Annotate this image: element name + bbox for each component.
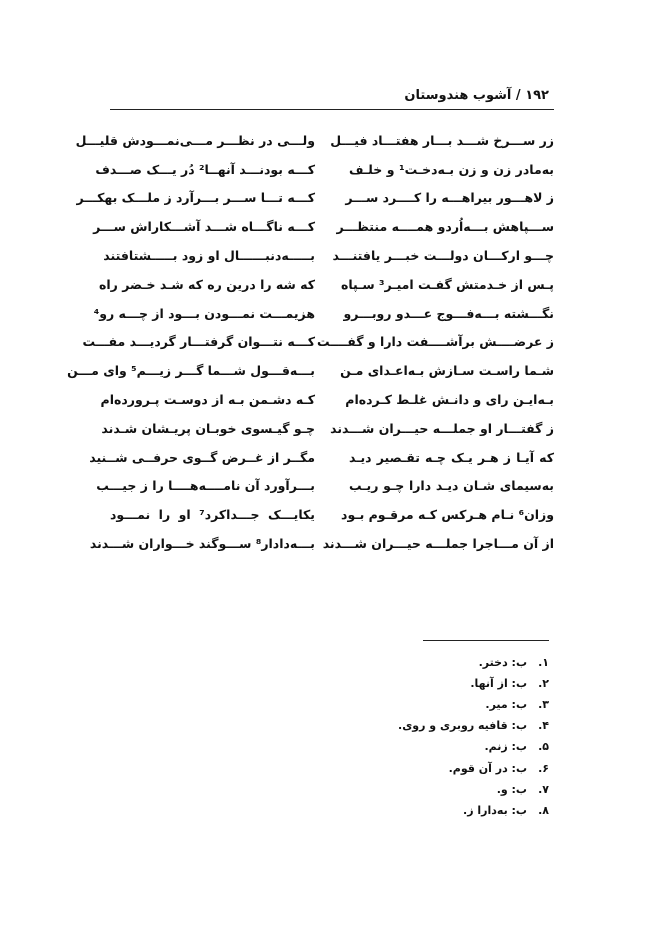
couplet — [67, 356, 554, 385]
footnote — [249, 800, 549, 821]
hemistich-right: ز لاهـــور بيراهـــه را کــــرد ســـر — [345, 190, 554, 206]
footnote-number: ۱. — [538, 656, 549, 670]
footnote-number: ۴. — [538, 719, 549, 733]
hemistich-right: وزان⁶ نـام هـرکس کـه مرقـوم بـود — [341, 507, 554, 523]
footnote — [249, 779, 549, 800]
hemistich-right: زر ســـرخ شـــد بـــار هفتـــاد فيـــل — [330, 132, 554, 148]
footnote — [249, 736, 549, 757]
couplet — [95, 155, 555, 184]
hemistich-right: نگـــشته بـــه‌فـــوج عـــدو روبـــرو — [343, 305, 554, 321]
hemistich-left: کـــه بودنـــد آنهــا² دُر يـــک صـــدف — [95, 161, 315, 177]
hemistich-left: بـــه‌قـــول شـــما گـــر زيـــم⁵ وای مـــن — [67, 363, 315, 379]
couplet — [98, 270, 554, 299]
hemistich-right: که آيـا ز هـر يـک چـه تقـصير ديـد — [349, 449, 554, 465]
hemistich-right: از آن مـــاجرا جملـــه حيـــران شـــدند — [322, 536, 554, 552]
running-header: ۱۹۲ / آشوب هندوستان — [404, 88, 549, 103]
poem-body — [67, 126, 555, 558]
couplet — [89, 529, 554, 558]
footnote — [249, 757, 549, 778]
hemistich-left: بـــرآورد آن نامــــه‌هــــا را ز جيـــب — [96, 478, 315, 494]
footnote-rule — [423, 640, 549, 641]
couplet — [93, 212, 554, 241]
footnote-number: ۳. — [538, 698, 549, 712]
couplet — [89, 443, 554, 472]
couplet — [101, 414, 554, 443]
hemistich-left: چـو گيـسوی خوبـان پريـشان شـدند — [101, 420, 315, 436]
footnote-number: ۶. — [538, 761, 549, 775]
hemistich-right: شـما راسـت سـازش بـه‌اعـدای مـن — [340, 363, 554, 379]
footnote-number: ۸. — [538, 803, 549, 817]
hemistich-left: که شه را درين ره که شـد خـضر راه — [98, 276, 315, 292]
couplet — [100, 385, 554, 414]
hemistich-left: کـه دشـمن بـه از دوسـت پـرورده‌ام — [100, 392, 315, 408]
footnote — [249, 715, 549, 736]
hemistich-left: مگــر از غــرض گــوی حرفــی شــنيد — [89, 449, 315, 465]
hemistich-left: کـــه نتـــوان گرفتـــار گرديـــد مفـــت — [82, 334, 315, 350]
couplet — [96, 472, 554, 501]
hemistich-left: ولـــی در نظـــر مـــی‌نمـــودش قليـــل — [75, 132, 315, 148]
footnote-number: ۷. — [538, 782, 549, 796]
footnote — [249, 694, 549, 715]
hemistich-left: کـــه ناگـــاه شـــد آشـــکاراش ســـر — [93, 219, 315, 235]
footnote-text: ب: زنم. — [484, 740, 527, 754]
footnote-text: ب: در آن قوم. — [448, 761, 527, 775]
footnotes-list — [249, 652, 549, 821]
hemistich-right: ز عرضــــش برآشــــفت دارا و گفــــت — [316, 334, 554, 350]
hemistich-left: کـــه تـــا ســـر بـــرآرد ز ملـــک بهکـــر — [76, 190, 315, 206]
hemistich-right: پـس از خـدمتش گفـت امیـر³ سـپاه — [340, 276, 554, 292]
footnote — [249, 673, 549, 694]
couplet — [110, 500, 554, 529]
footnote-text: ب: مير. — [485, 698, 527, 712]
couplet — [76, 184, 554, 213]
hemistich-left: هزيمـــت نمـــودن بـــود از چـــه رو⁴ — [93, 305, 315, 321]
hemistich-right: ســـپاهش بـــه‌اُردو همــــه منتظـــر — [336, 219, 554, 235]
couplet — [103, 241, 554, 270]
hemistich-right: چـــو ارکـــان دولـــت خبـــر يافتنـــد — [332, 248, 554, 264]
couplet — [82, 328, 554, 357]
footnote-text: ب: از آنها. — [470, 677, 527, 691]
hemistich-left: يکايـــک جـــداکرد⁷ او را نمـــود — [110, 507, 315, 523]
footnote — [249, 652, 549, 673]
couplet — [75, 126, 554, 155]
footnote-text: ب: و. — [496, 782, 527, 796]
footnote-text: ب: قافيه روبری و روی. — [398, 719, 527, 733]
footnote-number: ۵. — [538, 740, 549, 754]
footnote-text: ب: دختر. — [478, 656, 527, 670]
header-rule — [110, 109, 554, 110]
footnote-number: ۲. — [538, 677, 549, 691]
hemistich-left: بـــه‌دادار⁸ ســـوگند خـــواران شـــدند — [89, 536, 315, 552]
hemistich-right: به‌مادر زن و زن بـه‌دخـت¹ و خلـف — [349, 161, 555, 177]
couplet — [93, 299, 554, 328]
hemistich-right: به‌سيمای شـان ديـد دارا چـو ريـب — [349, 478, 554, 494]
hemistich-right: بـه‌ايـن رای و دانـش غلـط کـرده‌ام — [345, 392, 554, 408]
footnote-text: ب: به‌دارا ز. — [463, 803, 527, 817]
hemistich-right: ز گفتـــار او جملـــه حيـــران شـــدند — [330, 420, 554, 436]
hemistich-left: بـــــه‌دنبــــــال او زود بـــــشتافتند — [103, 248, 315, 264]
